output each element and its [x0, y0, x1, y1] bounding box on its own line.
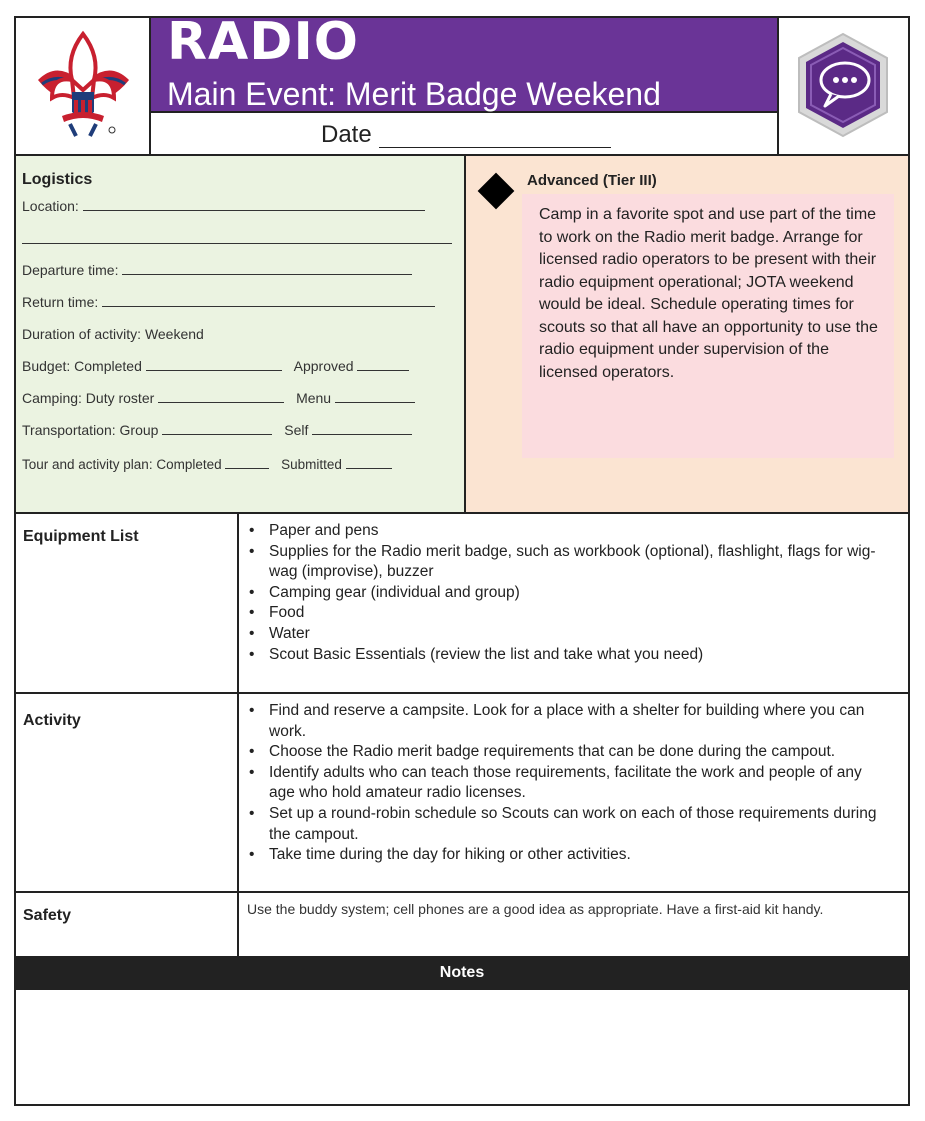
- notes-area[interactable]: [16, 990, 908, 1104]
- equipment-list: [247, 521, 887, 665]
- equipment-item: • Camping gear (individual and group): [247, 583, 887, 604]
- budget-label: Budget: Completed: [22, 358, 142, 374]
- activity-item: • Set up a round-robin schedule so Scouts can work on each of those requirements during the campout.: [247, 804, 887, 845]
- camping-field[interactable]: [158, 390, 284, 403]
- transport-field[interactable]: [162, 422, 272, 435]
- logistics-section: [16, 156, 466, 514]
- activity-item: • Identify adults who can teach those requirements, facilitate the work and people of any age who hold amateur radio licenses.: [247, 763, 887, 804]
- advanced-title: Advanced (Tier III): [527, 172, 657, 189]
- equipment-list-cell: [239, 514, 908, 694]
- location-field[interactable]: [83, 198, 425, 211]
- notes-header: [16, 956, 908, 990]
- equipment-label-cell: [16, 514, 239, 694]
- safety-text-cell: [239, 893, 908, 956]
- menu-field[interactable]: [335, 390, 415, 403]
- location-row: [22, 198, 425, 214]
- activity-label: Activity: [23, 712, 81, 729]
- return-field[interactable]: [102, 294, 435, 307]
- budget-row: [22, 358, 409, 374]
- safety-label-cell: [16, 893, 239, 956]
- page-subtitle: Main Event: Merit Badge Weekend: [167, 76, 661, 112]
- transport-label: Transportation: Group: [22, 422, 159, 438]
- duration-row: Duration of activity: Weekend: [22, 326, 204, 342]
- tour-field[interactable]: [225, 456, 269, 469]
- date-field[interactable]: [379, 147, 611, 148]
- page-title: RADIO: [167, 12, 360, 72]
- tour-row: [22, 456, 392, 472]
- location-label: Location:: [22, 198, 79, 214]
- location-row-2: [22, 231, 452, 247]
- approved-label: Approved: [293, 358, 354, 374]
- menu-label: Menu: [296, 390, 332, 406]
- diamond-icon: [478, 173, 515, 210]
- title-banner: [151, 12, 777, 113]
- submitted-label: Submitted: [281, 457, 342, 472]
- departure-field[interactable]: [122, 262, 412, 275]
- equipment-item: • Food: [247, 603, 887, 624]
- budget-field[interactable]: [146, 358, 282, 371]
- date-cell: [151, 113, 777, 156]
- location-field-2[interactable]: [22, 231, 452, 244]
- equipment-item: • Supplies for the Radio merit badge, such as workbook (optional), flashlight, flags for wig-wag (improvise), buzzer: [247, 542, 887, 583]
- activity-item: • Take time during the day for hiking or other activities.: [247, 845, 887, 866]
- badge-cell: [777, 18, 908, 156]
- scouting-fleur-de-lis-icon: [16, 18, 151, 154]
- activity-list-cell: [239, 694, 908, 893]
- equipment-label: Equipment List: [23, 528, 139, 545]
- chat-bubbles-hexagon-icon: [779, 18, 907, 154]
- date-label: Date: [321, 121, 372, 148]
- activity-label-cell: [16, 694, 239, 893]
- departure-label: Departure time:: [22, 262, 119, 278]
- return-row: [22, 294, 435, 310]
- transport-row: [22, 422, 412, 438]
- departure-row: [22, 262, 412, 278]
- advanced-section: [466, 156, 908, 514]
- approved-field[interactable]: [357, 358, 409, 371]
- activity-item: • Find and reserve a campsite. Look for a place with a shelter for building where you can work.: [247, 701, 887, 742]
- self-label: Self: [284, 422, 309, 438]
- equipment-item: • Paper and pens: [247, 521, 887, 542]
- tour-label: Tour and activity plan: Completed: [22, 457, 222, 472]
- activity-plan-sheet: [14, 12, 910, 1106]
- camping-row: [22, 390, 415, 406]
- safety-text: Use the buddy system; cell phones are a good idea as appropriate. Have a first-aid kit handy.: [247, 901, 824, 917]
- equipment-item: • Water: [247, 624, 887, 645]
- activity-list: [247, 701, 887, 866]
- advanced-description: Camp in a favorite spot and use part of the time to work on the Radio merit badge. Arrange for licensed radio operators to be present with their radio equipment operational; JOTA weekend would be ideal. Schedule operating times for scouts so that all have an opportunity to use the radio equipment under supervision of the licensed operators.: [522, 194, 894, 458]
- notes-label: Notes: [439, 964, 485, 981]
- logo-cell: [16, 18, 151, 156]
- submitted-field[interactable]: [346, 456, 392, 469]
- self-field[interactable]: [312, 422, 412, 435]
- safety-label: Safety: [23, 907, 72, 924]
- return-label: Return time:: [22, 294, 99, 310]
- equipment-item: • Scout Basic Essentials (review the list and take what you need): [247, 645, 887, 666]
- camping-label: Camping: Duty roster: [22, 390, 155, 406]
- activity-item: • Choose the Radio merit badge requirements that can be done during the campout.: [247, 742, 887, 763]
- logistics-heading: Logistics: [22, 171, 93, 188]
